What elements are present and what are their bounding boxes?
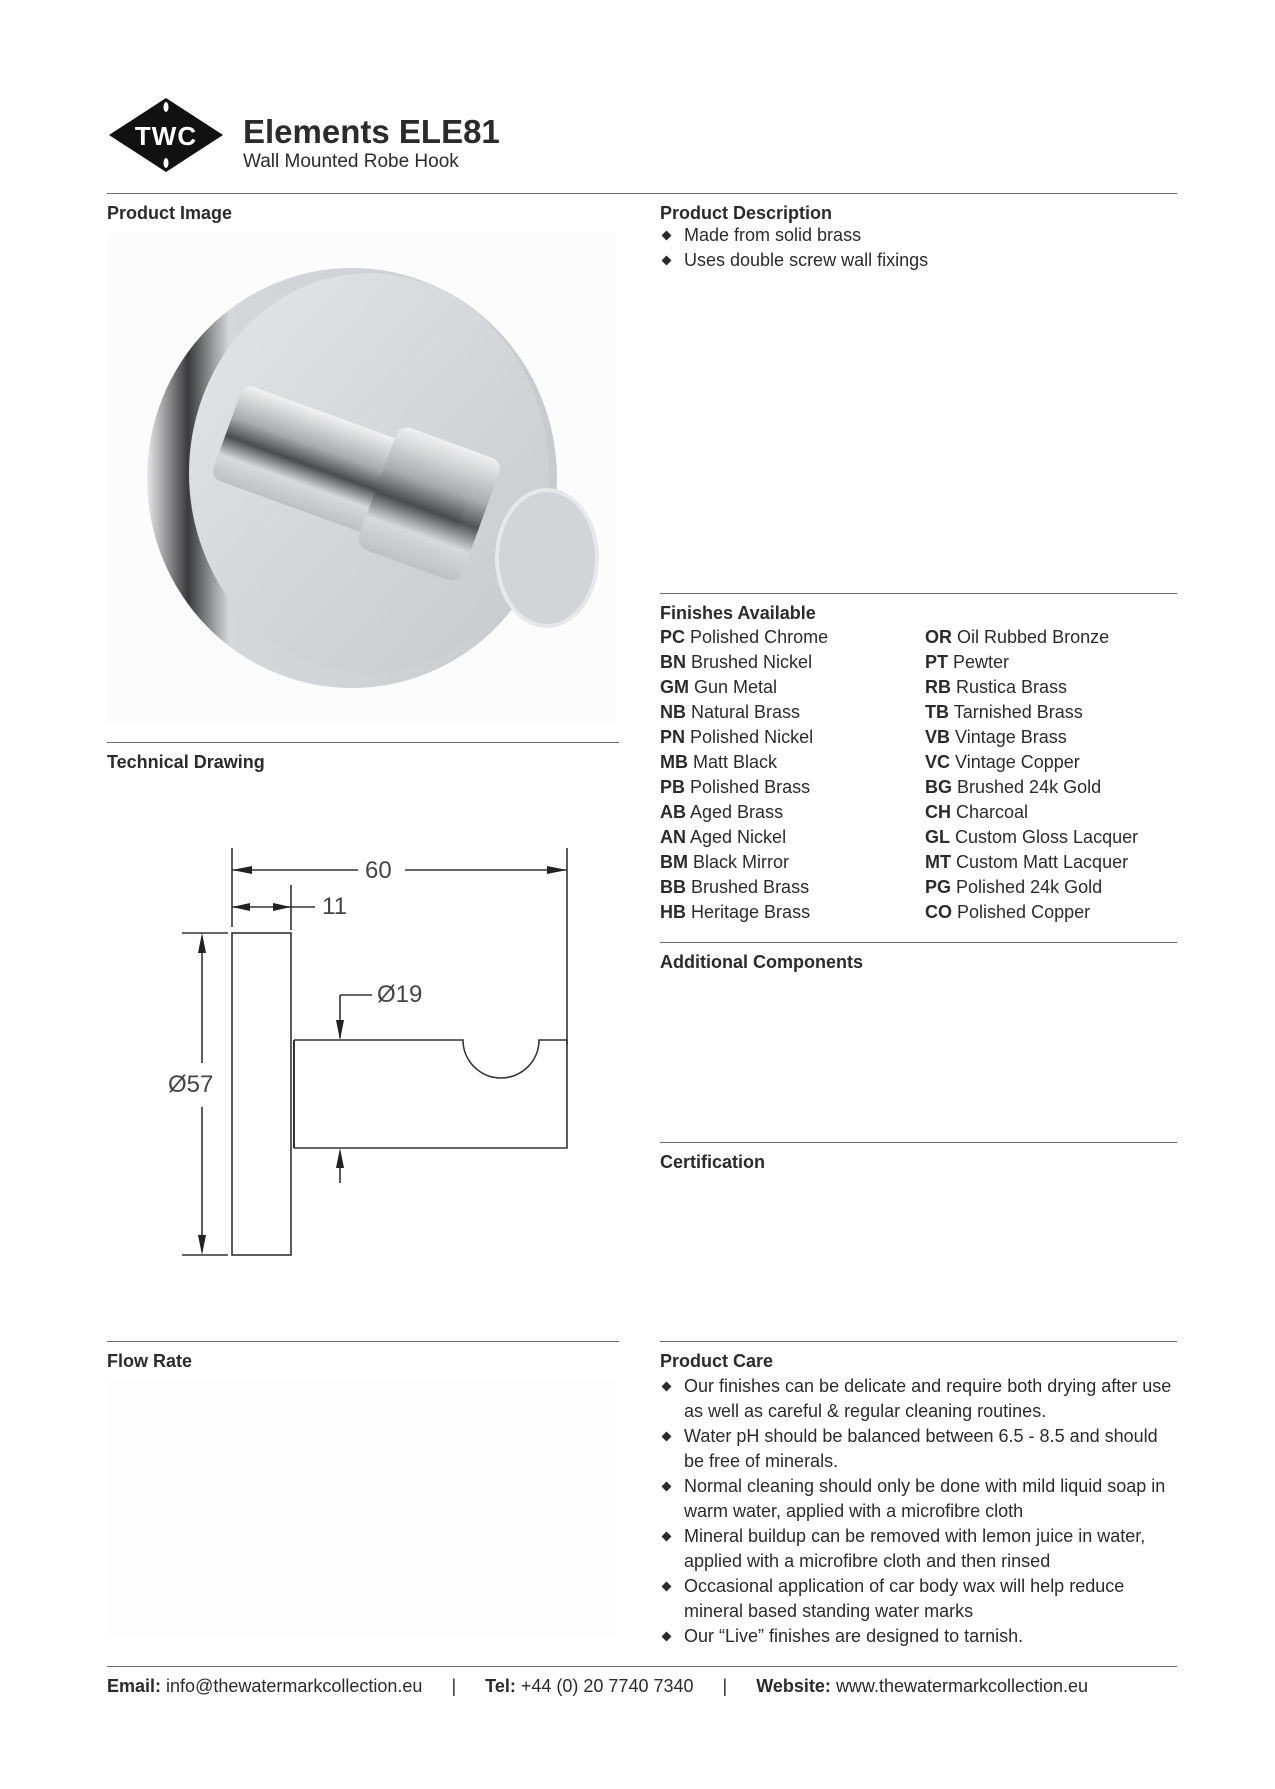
finish-item	[660, 875, 809, 900]
technical-drawing-svg	[160, 845, 590, 1265]
website-label: Website:	[756, 1676, 831, 1696]
finish-item	[925, 675, 1067, 700]
finish-item	[660, 850, 789, 875]
finish-item	[925, 825, 1138, 850]
finish-name: Custom Matt Lacquer	[956, 852, 1129, 872]
finish-item	[660, 825, 786, 850]
finish-code: BN	[660, 652, 686, 672]
finish-item	[660, 800, 783, 825]
finish-name: Charcoal	[956, 802, 1029, 822]
list-item: Mineral buildup can be removed with lemon juice in water, applied with a microfibre cloth and then rinsed	[660, 1524, 1175, 1574]
finish-name: Natural Brass	[691, 702, 801, 722]
list-item: Made from solid brass	[660, 223, 1160, 248]
finish-item	[925, 875, 1102, 900]
finish-code: BG	[925, 777, 952, 797]
list-item: Our “Live” finishes are designed to tarnish.	[660, 1624, 1175, 1649]
finish-code: PN	[660, 727, 686, 747]
email-label: Email:	[107, 1676, 162, 1696]
product-description-title: Product Description	[660, 203, 833, 223]
finish-name: Brushed 24k Gold	[957, 777, 1102, 797]
header-divider	[107, 193, 1177, 194]
robe-hook-photo-icon	[107, 233, 617, 723]
list-item: Our finishes can be delicate and require both drying after use as well as careful & regular cleaning routines.	[660, 1374, 1175, 1424]
technical-drawing-title: Technical Drawing	[107, 752, 265, 772]
finish-name: Pewter	[953, 652, 1010, 672]
product-care-list	[660, 1374, 1175, 1649]
finish-name: Black Mirror	[693, 852, 790, 872]
finish-code: GL	[925, 827, 950, 847]
tel-link[interactable]: +44 (0) 20 7740 7340	[520, 1676, 694, 1696]
finish-name: Brushed Brass	[691, 877, 810, 897]
finish-name: Polished Brass	[690, 777, 811, 797]
flow-rate-title: Flow Rate	[107, 1351, 193, 1371]
finish-item	[925, 900, 1090, 925]
bullet-diamond-icon	[662, 1382, 672, 1392]
website-link[interactable]: www.thewatermarkcollection.eu	[835, 1676, 1089, 1696]
bullet-diamond-icon	[662, 1632, 672, 1642]
finish-code: BM	[660, 852, 688, 872]
finish-code: VB	[925, 727, 951, 747]
finish-name: Polished Nickel	[690, 727, 814, 747]
finish-code: RB	[925, 677, 951, 697]
divider-certification	[660, 1142, 1177, 1143]
finish-name: Gun Metal	[694, 677, 778, 697]
bullet-diamond-icon	[662, 1482, 672, 1492]
finish-item	[925, 800, 1028, 825]
finish-name: Polished Chrome	[690, 627, 829, 647]
finish-item	[660, 650, 812, 675]
finish-item	[660, 750, 777, 775]
divider-additional-components	[660, 942, 1177, 943]
finish-code: OR	[925, 627, 952, 647]
divider-technical-drawing	[107, 742, 619, 743]
bullet-diamond-icon	[662, 1582, 672, 1592]
finish-item	[660, 625, 828, 650]
finish-name: Vintage Copper	[955, 752, 1080, 772]
finish-item	[925, 725, 1067, 750]
finish-code: PC	[660, 627, 686, 647]
dimension-60: 60	[365, 857, 392, 884]
finish-name: Brushed Nickel	[691, 652, 813, 672]
finish-item	[925, 850, 1128, 875]
finish-item	[660, 675, 777, 700]
finish-code: PB	[660, 777, 686, 797]
email-link[interactable]: info@thewatermarkcollection.eu	[166, 1676, 423, 1696]
bullet-diamond-icon	[662, 1532, 672, 1542]
finish-item	[925, 650, 1009, 675]
finish-item	[660, 900, 810, 925]
divider-flow-rate	[107, 1341, 619, 1342]
list-item: Uses double screw wall fixings	[660, 248, 1160, 273]
finish-code: GM	[660, 677, 689, 697]
flow-rate-area	[107, 1380, 617, 1635]
finish-code: PG	[925, 877, 952, 897]
finish-name: Custom Gloss Lacquer	[955, 827, 1139, 847]
finish-name: Oil Rubbed Bronze	[957, 627, 1110, 647]
dimension-11: 11	[322, 893, 347, 920]
finish-code: BB	[660, 877, 686, 897]
finish-name: Tarnished Brass	[953, 702, 1083, 722]
bullet-diamond-icon	[662, 256, 672, 266]
finish-code: MT	[925, 852, 951, 872]
divider-product-care	[660, 1341, 1177, 1342]
page-title: Elements ELE81	[243, 113, 500, 150]
finish-name: Polished Copper	[957, 902, 1091, 922]
finish-code: MB	[660, 752, 688, 772]
footer-contact	[107, 1676, 1088, 1697]
finish-item	[925, 700, 1083, 725]
technical-drawing	[160, 845, 590, 1265]
bullet-diamond-icon	[662, 1432, 672, 1442]
finish-item	[925, 625, 1109, 650]
list-item: Occasional application of car body wax will help reduce mineral based standing water marks	[660, 1574, 1175, 1624]
finish-item	[660, 700, 800, 725]
footer-separator: |	[722, 1676, 728, 1696]
finish-name: Vintage Brass	[955, 727, 1067, 747]
finishes-title: Finishes Available	[660, 603, 816, 623]
finish-code: CO	[925, 902, 952, 922]
additional-components-title: Additional Components	[660, 952, 863, 972]
page-subtitle: Wall Mounted Robe Hook	[243, 151, 459, 172]
finish-code: CH	[925, 802, 951, 822]
finish-code: NB	[660, 702, 686, 722]
divider-finishes	[660, 593, 1177, 594]
finish-code: HB	[660, 902, 686, 922]
product-care-title: Product Care	[660, 1351, 774, 1371]
finish-item	[925, 775, 1101, 800]
tel-label: Tel:	[485, 1676, 516, 1696]
dimension-backplate-diameter: Ø57	[168, 1071, 214, 1098]
product-image-title: Product Image	[107, 203, 233, 223]
certification-title: Certification	[660, 1152, 766, 1172]
finish-item	[660, 725, 813, 750]
finish-name: Heritage Brass	[691, 902, 811, 922]
finish-name: Rustica Brass	[956, 677, 1068, 697]
list-item: Water pH should be balanced between 6.5 - 8.5 and should be free of minerals.	[660, 1424, 1175, 1474]
logo-text: TWC	[134, 121, 198, 151]
product-description-list	[660, 223, 1160, 273]
finish-name: Aged Nickel	[690, 827, 787, 847]
logo	[107, 96, 225, 174]
footer-divider	[107, 1666, 1177, 1667]
footer-separator: |	[451, 1676, 457, 1696]
dimension-arm-diameter: Ø19	[377, 981, 423, 1008]
finish-code: PT	[925, 652, 949, 672]
finish-item	[925, 750, 1080, 775]
finish-name: Matt Black	[693, 752, 778, 772]
finish-code: TB	[925, 702, 949, 722]
finish-name: Aged Brass	[690, 802, 784, 822]
bullet-diamond-icon	[662, 231, 672, 241]
list-item: Normal cleaning should only be done with mild liquid soap in warm water, applied with a microfibre cloth	[660, 1474, 1175, 1524]
finish-code: AB	[660, 802, 686, 822]
finish-code: AN	[660, 827, 686, 847]
product-image	[107, 233, 617, 723]
finish-item	[660, 775, 810, 800]
finish-code: VC	[925, 752, 951, 772]
finish-name: Polished 24k Gold	[956, 877, 1103, 897]
